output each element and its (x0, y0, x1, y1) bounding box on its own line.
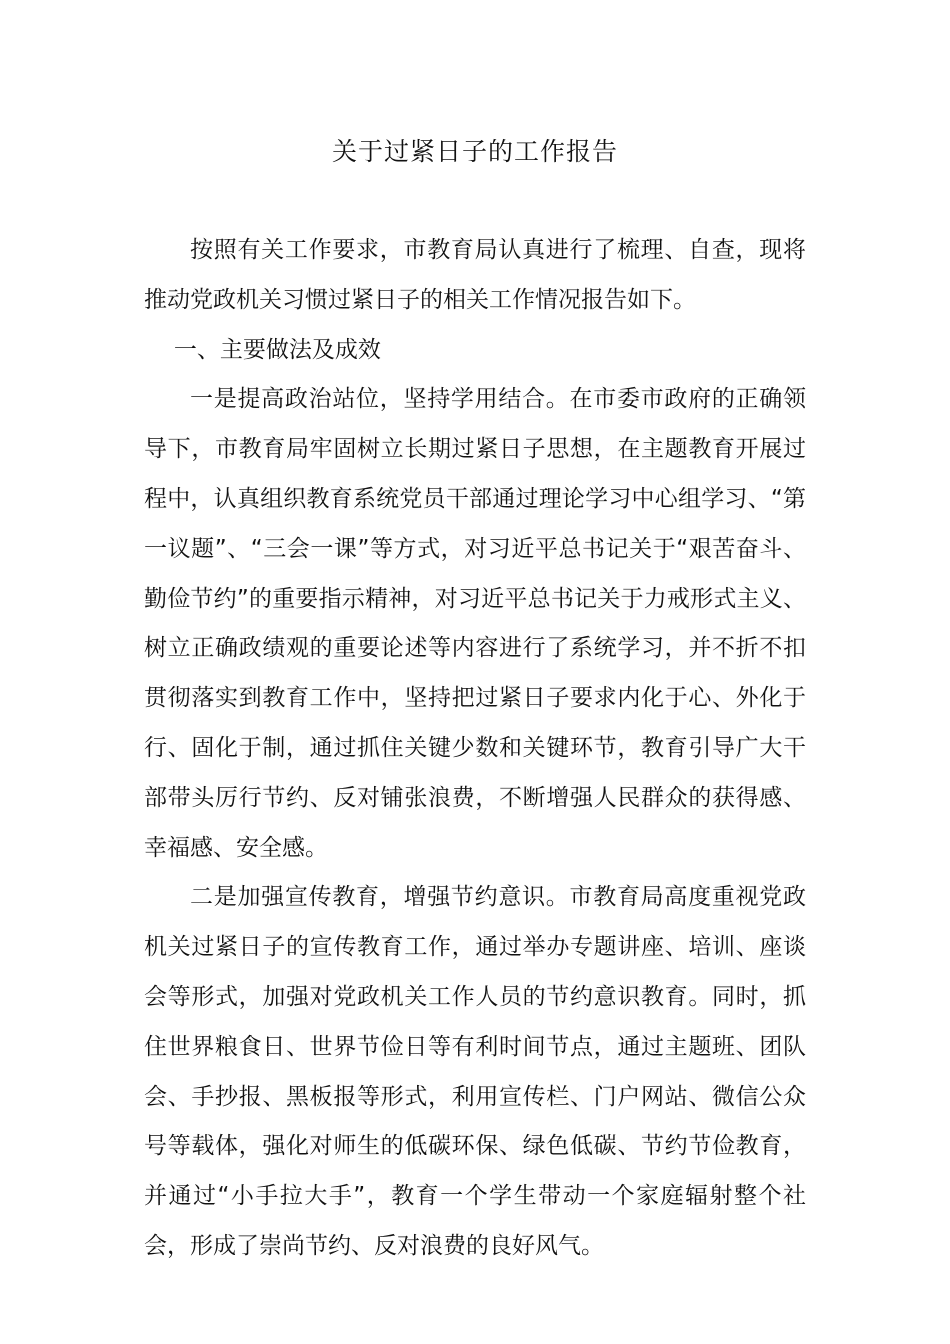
document-title: 关于过紧日子的工作报告 (331, 137, 618, 166)
intro-paragraph: 按照有关工作要求，市教育局认真进行了梳理、自查，现将推动党政机关习惯过紧日子的相关工作情况报告如下。 (144, 237, 806, 313)
paragraph-1: 一是提高政治站位，坚持学用结合。在市委市政府的正确领导下，市教育局牢固树立长期过紧日子思想，在主题教育开展过程中，认真组织教育系统党员干部通过理论学习中心组学习、“第一议题”、“三会一课”等方式，对习近平总书记关于“艰苦奋斗、勤俭节约”的重要指示精神，对习近平总书记关于力戒形式主义、树立正确政绩观的重要论述等内容进行了系统学习，并不折不扣贯彻落实到教育工作中，坚持把过紧日子要求内化于心、外化于行、固化于制，通过抓住关键少数和关键环节，教育引导广大干部带头厉行节约、反对铺张浪费，不断增强人民群众的获得感、幸福感、安全感。 (144, 386, 806, 861)
document-body (144, 226, 806, 1272)
paragraph-2: 二是加强宣传教育，增强节约意识。市教育局高度重视党政机关过紧日子的宣传教育工作，通过举办专题讲座、培训、座谈会等形式，加强对党政机关工作人员的节约意识教育。同时，抓住世界粮食日、世界节俭日等有利时间节点，通过主题班、团队会、手抄报、黑板报等形式，利用宣传栏、门户网站、微信公众号等载体，强化对师生的低碳环保、绿色低碳、节约节俭教育，并通过“小手拉大手”，教育一个学生带动一个家庭辐射整个社会，形成了崇尚节约、反对浪费的良好风气。 (144, 884, 806, 1259)
section-heading: 一、主要做法及成效 (173, 336, 381, 363)
